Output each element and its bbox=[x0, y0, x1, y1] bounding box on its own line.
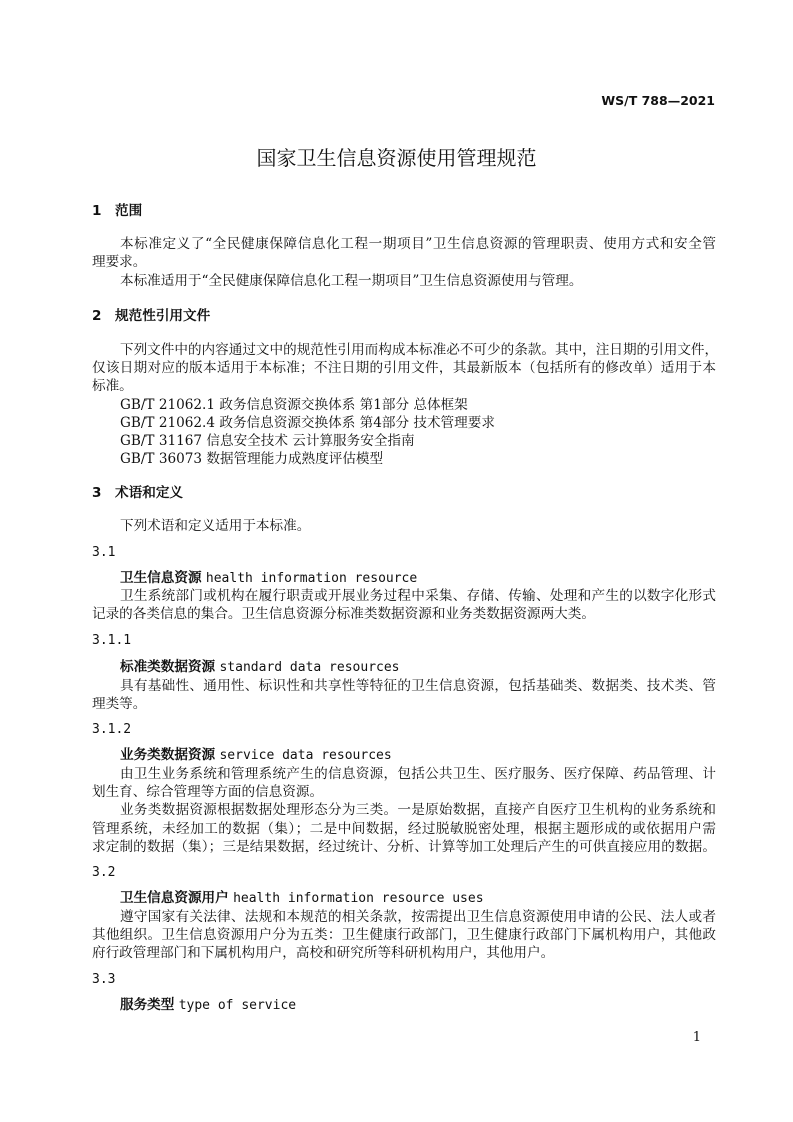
term-number: 3.1.1 bbox=[92, 633, 132, 648]
term-en: service data resources bbox=[219, 748, 392, 763]
term-title bbox=[120, 889, 716, 908]
paragraph-line: 标准。 bbox=[92, 378, 133, 394]
reference-item: GB/T 21062.1 政务信息资源交换体系 第1部分 总体框架 bbox=[120, 397, 468, 413]
section-3-heading: 3 术语和定义 bbox=[92, 485, 184, 501]
term-number: 3.3 bbox=[92, 972, 116, 987]
term-zh: 卫生信息资源 bbox=[120, 570, 202, 586]
paragraph-line: 卫生系统部门或机构在履行职责或开展业务过程中采集、存储、传输、处理和产生的以数字化形式 bbox=[120, 588, 716, 604]
section-1-heading: 1 范围 bbox=[92, 203, 143, 219]
paragraph-line: 划生育、综合管理等方面的信息资源。 bbox=[92, 784, 324, 800]
paragraph-line: 具有基础性、通用性、标识性和共享性等特征的卫生信息资源，包括基础类、数据类、技术类、管 bbox=[120, 678, 716, 694]
paragraph-line: 求定制的数据（集）；三是结果数据，经过统计、分析、计算等加工处理后产生的可供直接应用的数据。 bbox=[92, 839, 716, 855]
section-2-heading: 2 规范性引用文件 bbox=[92, 308, 211, 324]
paragraph-line: 下列术语和定义适用于本标准。 bbox=[120, 518, 311, 534]
paragraph-line: 理类等。 bbox=[92, 696, 147, 712]
term-en: health information resource bbox=[205, 571, 418, 586]
document-title: 国家卫生信息资源使用管理规范 bbox=[256, 146, 537, 170]
page-number: 1 bbox=[692, 1030, 701, 1045]
paragraph-line: 管理系统，未经加工的数据（集）；二是中间数据，经过脱敏脱密处理，根据主题形成的或依据用户需 bbox=[92, 821, 716, 837]
paragraph-line: 下列文件中的内容通过文中的规范性引用而构成本标准必不可少的条款。其中，注日期的引用文件， bbox=[120, 342, 719, 358]
standard-number: WS/T 788—2021 bbox=[601, 93, 715, 108]
paragraph-line: 业务类数据资源根据数据处理形态分为三类。一是原始数据，直接产自医疗卫生机构的业务系统和 bbox=[120, 802, 716, 818]
term-title bbox=[120, 569, 716, 588]
paragraph-line: 本标准适用于“全民健康保障信息化工程一期项目”卫生信息资源使用与管理。 bbox=[120, 273, 583, 289]
reference-item: GB/T 31167 信息安全技术 云计算服务安全指南 bbox=[120, 433, 415, 449]
term-zh: 业务类数据资源 bbox=[120, 747, 216, 763]
term-zh: 标准类数据资源 bbox=[120, 659, 216, 675]
term-title bbox=[120, 996, 716, 1015]
term-en: standard data resources bbox=[219, 660, 400, 675]
paragraph-line: 本标准定义了“全民健康保障信息化工程一期项目”卫生信息资源的管理职责、使用方式和安全管 bbox=[120, 236, 716, 252]
paragraph-line: 记录的各类信息的集合。卫生信息资源分标准类数据资源和业务类数据资源两大类。 bbox=[92, 606, 595, 622]
term-en: health information resource uses bbox=[233, 891, 484, 906]
term-title bbox=[120, 658, 716, 677]
term-en: type of service bbox=[178, 998, 297, 1013]
term-zh: 服务类型 bbox=[120, 997, 175, 1013]
paragraph-line: 府行政管理部门和下属机构用户，高校和研究所等科研机构用户，其他用户。 bbox=[92, 945, 555, 961]
term-zh: 卫生信息资源用户 bbox=[120, 890, 229, 906]
term-title bbox=[120, 746, 716, 765]
paragraph-line: 仅该日期对应的版本适用于本标准；不注日期的引用文件，其最新版本（包括所有的修改单）适用于本 bbox=[92, 360, 716, 376]
paragraph-line: 其他组织。卫生信息资源用户分为五类：卫生健康行政部门，卫生健康行政部门下属机构用户，其他政 bbox=[92, 927, 716, 943]
reference-item: GB/T 21062.4 政务信息资源交换体系 第4部分 技术管理要求 bbox=[120, 415, 495, 431]
paragraph-line: 理要求。 bbox=[92, 254, 147, 270]
term-number: 3.1.2 bbox=[92, 722, 132, 737]
paragraph-line: 由卫生业务系统和管理系统产生的信息资源，包括公共卫生、医疗服务、医疗保障、药品管理、计 bbox=[120, 766, 716, 782]
paragraph-line: 遵守国家有关法律、法规和本规范的相关条款，按需提出卫生信息资源使用申请的公民、法人或者 bbox=[120, 909, 716, 925]
term-number: 3.2 bbox=[92, 865, 116, 880]
reference-item: GB/T 36073 数据管理能力成熟度评估模型 bbox=[120, 451, 384, 467]
term-number: 3.1 bbox=[92, 545, 116, 560]
